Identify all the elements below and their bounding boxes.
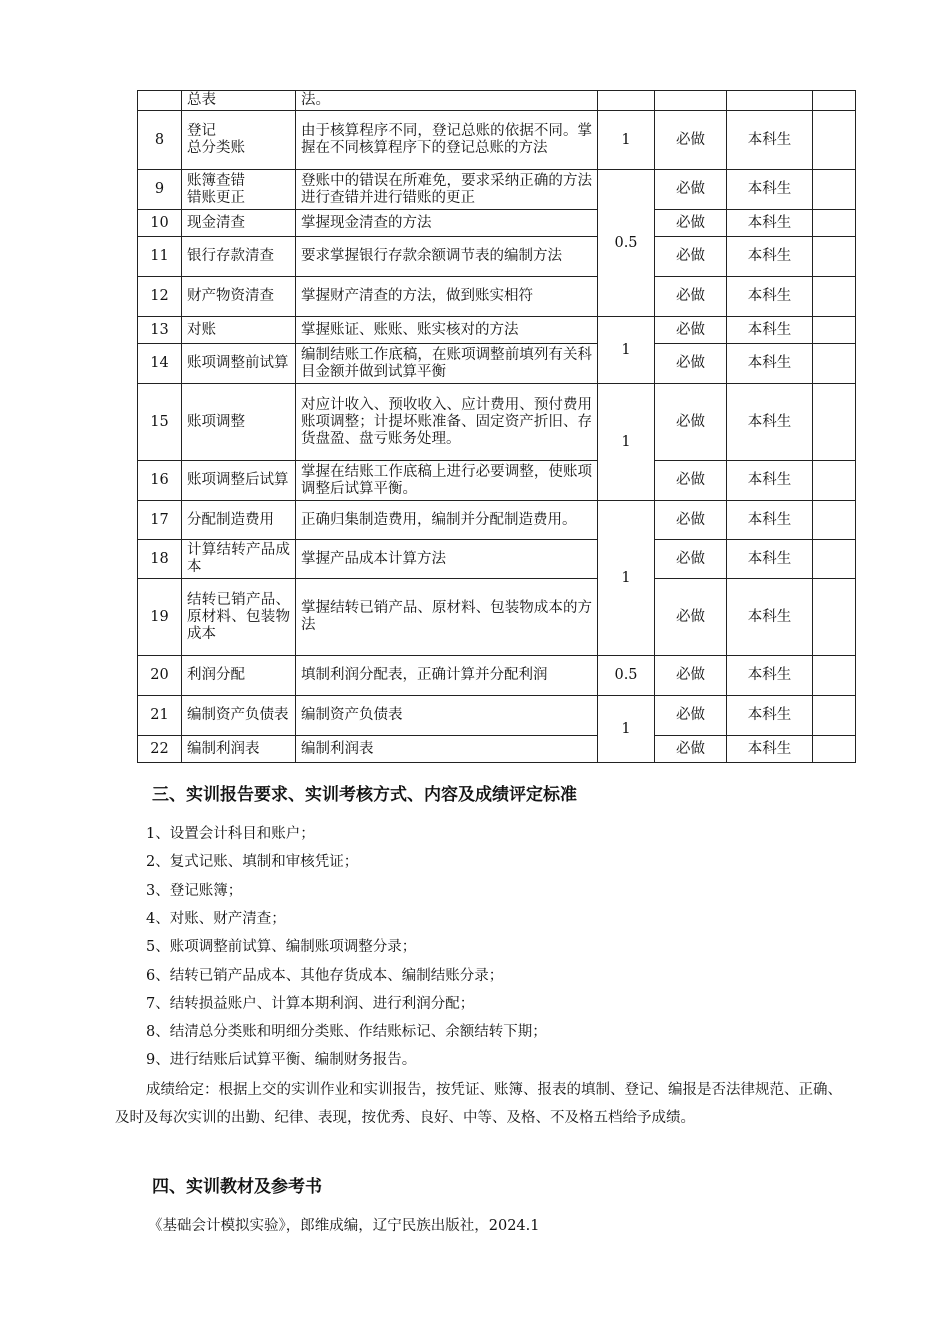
cell-target: 本科生 — [727, 384, 813, 461]
table-row — [138, 501, 856, 540]
cell-description: 掌握账证、账账、账实核对的方法 — [296, 317, 598, 344]
section3-title: 三、实训报告要求、实训考核方式、内容及成绩评定标准 — [152, 785, 577, 805]
cell-remark — [813, 317, 856, 344]
cell-description: 掌握结转已销产品、原材料、包装物成本的方法 — [296, 579, 598, 656]
cell-target: 本科生 — [727, 540, 813, 579]
list-item: 6、结转已销产品成本、其他存货成本、编制结账分录； — [146, 967, 504, 984]
cell-number: 17 — [138, 501, 182, 540]
cell-description: 法。 — [296, 91, 598, 111]
table-row — [138, 384, 856, 461]
cell-description: 对应计收入、预收收入、应计费用、预付费用账项调整；计提坏账准备、固定资产折旧、存货盘盈、盘亏账务处理。 — [296, 384, 598, 461]
cell-hours: 1 — [598, 501, 655, 656]
cell-type: 必做 — [655, 237, 727, 277]
cell-remark — [813, 540, 856, 579]
cell-type: 必做 — [655, 656, 727, 696]
cell-type — [655, 91, 727, 111]
cell-target: 本科生 — [727, 111, 813, 170]
table-row — [138, 579, 856, 656]
table-row — [138, 277, 856, 317]
cell-description: 掌握财产清查的方法，做到账实相符 — [296, 277, 598, 317]
cell-name: 现金清查 — [182, 210, 296, 237]
table-row — [138, 210, 856, 237]
cell-target: 本科生 — [727, 696, 813, 736]
cell-number: 15 — [138, 384, 182, 461]
cell-name: 对账 — [182, 317, 296, 344]
cell-number: 14 — [138, 344, 182, 384]
cell-number: 9 — [138, 170, 182, 210]
cell-hours: 1 — [598, 111, 655, 170]
cell-number: 20 — [138, 656, 182, 696]
cell-number: 19 — [138, 579, 182, 656]
cell-target: 本科生 — [727, 344, 813, 384]
section4-title: 四、实训教材及参考书 — [152, 1177, 322, 1197]
table-row — [138, 170, 856, 210]
cell-remark — [813, 277, 856, 317]
table-row — [138, 656, 856, 696]
cell-type: 必做 — [655, 277, 727, 317]
cell-type: 必做 — [655, 736, 727, 763]
cell-number: 10 — [138, 210, 182, 237]
cell-name: 编制资产负债表 — [182, 696, 296, 736]
cell-hours: 1 — [598, 317, 655, 384]
cell-number: 22 — [138, 736, 182, 763]
cell-remark — [813, 736, 856, 763]
list-item: 7、结转损益账户、计算本期利润、进行利润分配； — [146, 995, 475, 1012]
cell-description: 编制资产负债表 — [296, 696, 598, 736]
cell-remark — [813, 696, 856, 736]
cell-description: 掌握在结账工作底稿上进行必要调整，使账项调整后试算平衡。 — [296, 461, 598, 501]
cell-description: 正确归集制造费用，编制并分配制造费用。 — [296, 501, 598, 540]
reference-book: 《基础会计模拟实验》，郎维成编，辽宁民族出版社，2024.1 — [148, 1218, 540, 1234]
cell-hours: 0.5 — [598, 656, 655, 696]
cell-name: 分配制造费用 — [182, 501, 296, 540]
cell-description: 填制利润分配表，正确计算并分配利润 — [296, 656, 598, 696]
cell-type: 必做 — [655, 111, 727, 170]
cell-target: 本科生 — [727, 277, 813, 317]
table-row — [138, 736, 856, 763]
cell-target: 本科生 — [727, 501, 813, 540]
cell-description: 由于核算程序不同，登记总账的依据不同。掌握在不同核算程序下的登记总账的方法 — [296, 111, 598, 170]
cell-name: 账项调整 — [182, 384, 296, 461]
cell-name: 结转已销产品、原材料、包装物成本 — [182, 579, 296, 656]
list-item: 4、对账、财产清查； — [146, 910, 286, 927]
cell-number: 11 — [138, 237, 182, 277]
table-row — [138, 344, 856, 384]
cell-name: 财产物资清查 — [182, 277, 296, 317]
cell-remark — [813, 656, 856, 696]
list-item: 1、设置会计科目和账户； — [146, 826, 315, 842]
cell-target: 本科生 — [727, 237, 813, 277]
cell-type: 必做 — [655, 344, 727, 384]
cell-description: 编制结账工作底稿，在账项调整前填列有关科目金额并做到试算平衡 — [296, 344, 598, 384]
cell-target: 本科生 — [727, 656, 813, 696]
cell-hours — [598, 91, 655, 111]
cell-name: 总表 — [182, 91, 296, 111]
table-row — [138, 317, 856, 344]
cell-name: 账簿查错 错账更正 — [182, 170, 296, 210]
cell-name: 银行存款清查 — [182, 237, 296, 277]
cell-type: 必做 — [655, 317, 727, 344]
cell-target: 本科生 — [727, 317, 813, 344]
cell-remark — [813, 210, 856, 237]
table-row — [138, 91, 856, 111]
cell-type: 必做 — [655, 384, 727, 461]
cell-remark — [813, 91, 856, 111]
cell-type: 必做 — [655, 579, 727, 656]
cell-number — [138, 91, 182, 111]
table-row — [138, 540, 856, 579]
cell-remark — [813, 237, 856, 277]
cell-target — [727, 91, 813, 111]
cell-description: 编制利润表 — [296, 736, 598, 763]
list-item: 8、结清总分类账和明细分类账、作结账标记、余额结转下期； — [146, 1024, 547, 1041]
cell-name: 账项调整后试算 — [182, 461, 296, 501]
cell-description: 要求掌握银行存款余额调节表的编制方法 — [296, 237, 598, 277]
cell-type: 必做 — [655, 696, 727, 736]
cell-type: 必做 — [655, 540, 727, 579]
cell-name: 登记 总分类账 — [182, 111, 296, 170]
cell-type: 必做 — [655, 501, 727, 540]
cell-description: 掌握现金清查的方法 — [296, 210, 598, 237]
list-item: 3、登记账簿； — [146, 882, 243, 899]
grading-paragraph — [115, 1076, 850, 1132]
table-row — [138, 111, 856, 170]
table-row — [138, 461, 856, 501]
cell-number: 18 — [138, 540, 182, 579]
cell-hours: 1 — [598, 384, 655, 501]
cell-type: 必做 — [655, 170, 727, 210]
cell-remark — [813, 579, 856, 656]
cell-remark — [813, 501, 856, 540]
cell-remark — [813, 461, 856, 501]
grading-text: 成绩给定：根据上交的实训作业和实训报告，按凭证、账簿、报表的填制、登记、编报是否法律规范、正确、及时及每次实训的出勤、纪律、表现，按优秀、良好、中等、及格、不及格五档给予成绩。 — [115, 1082, 842, 1126]
cell-number: 13 — [138, 317, 182, 344]
cell-description: 登账中的错误在所难免，要求采纳正确的方法进行查错并进行错账的更正 — [296, 170, 598, 210]
cell-description: 掌握产品成本计算方法 — [296, 540, 598, 579]
cell-number: 8 — [138, 111, 182, 170]
table-row — [138, 696, 856, 736]
cell-name: 账项调整前试算 — [182, 344, 296, 384]
cell-target: 本科生 — [727, 170, 813, 210]
cell-name: 计算结转产品成本 — [182, 540, 296, 579]
cell-target: 本科生 — [727, 461, 813, 501]
cell-remark — [813, 344, 856, 384]
cell-type: 必做 — [655, 461, 727, 501]
cell-type: 必做 — [655, 210, 727, 237]
list-item: 9、进行结账后试算平衡、编制财务报告。 — [146, 1052, 417, 1069]
table-row — [138, 237, 856, 277]
cell-target: 本科生 — [727, 210, 813, 237]
cell-target: 本科生 — [727, 579, 813, 656]
list-item: 2、复式记账、填制和审核凭证； — [146, 854, 359, 871]
cell-name: 编制利润表 — [182, 736, 296, 763]
cell-remark — [813, 111, 856, 170]
experiment-table — [137, 90, 856, 763]
cell-remark — [813, 384, 856, 461]
cell-target: 本科生 — [727, 736, 813, 763]
cell-number: 16 — [138, 461, 182, 501]
cell-number: 21 — [138, 696, 182, 736]
cell-hours: 0.5 — [598, 170, 655, 317]
cell-remark — [813, 170, 856, 210]
list-item: 5、账项调整前试算、编制账项调整分录； — [146, 939, 417, 956]
cell-hours: 1 — [598, 696, 655, 763]
cell-number: 12 — [138, 277, 182, 317]
cell-name: 利润分配 — [182, 656, 296, 696]
